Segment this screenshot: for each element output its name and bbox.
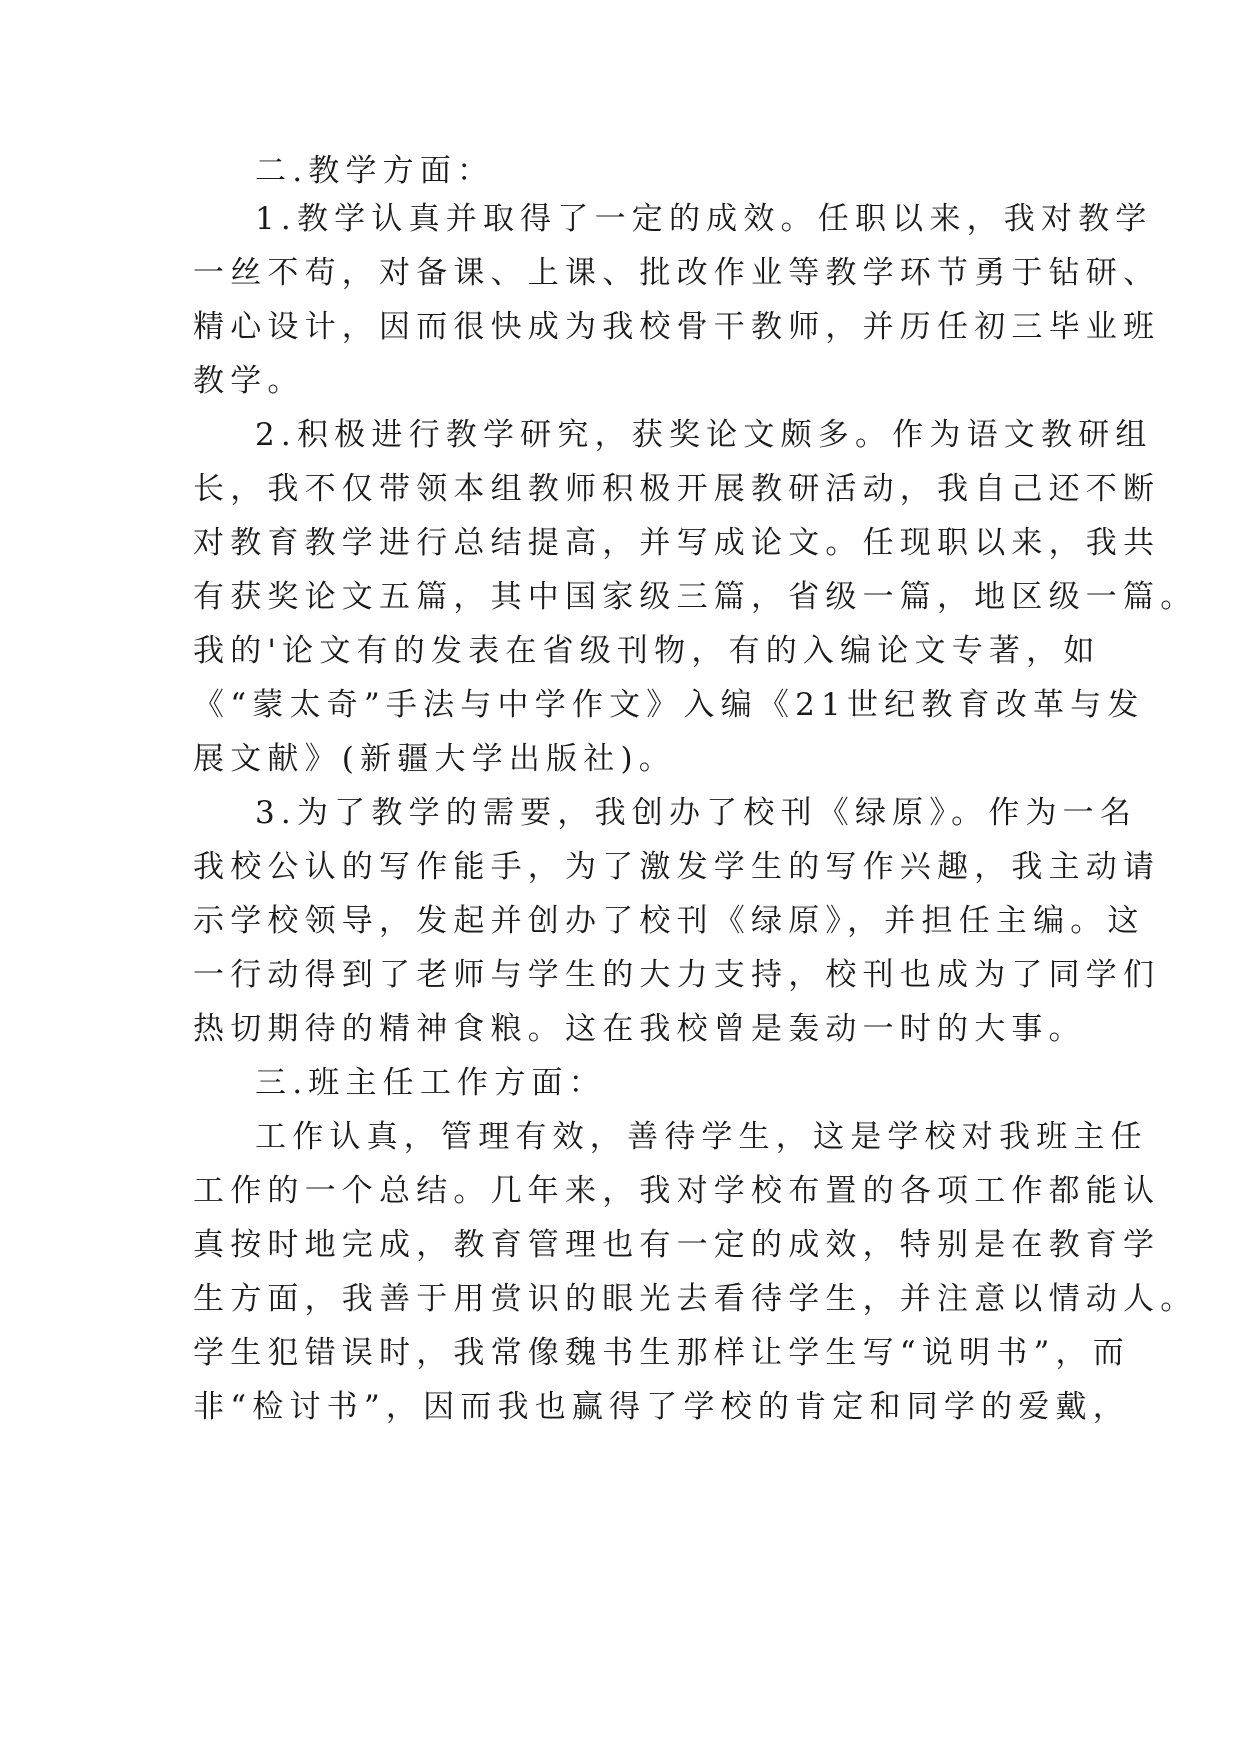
paragraph-line: 工作认真，管理有效，善待学生，这是学校对我班主任 <box>255 1119 1148 1155</box>
paragraph-line: 3.为了教学的需要，我创办了校刊《绿原》。作为一名 <box>255 795 1138 831</box>
paragraph-line: 示学校领导，发起并创办了校刊《绿原》，并担任主编。这 <box>193 903 1145 939</box>
section-heading-teaching: 二.教学方面： <box>255 153 495 189</box>
paragraph-line: 非“检讨书”，因而我也赢得了学校的肯定和同学的爱戴， <box>193 1389 1130 1425</box>
paragraph-line: 真按时地完成，教育管理也有一定的成效，特别是在教育学 <box>193 1227 1161 1263</box>
paragraph-line: 对教育教学进行总结提高，并写成论文。任现职以来，我共 <box>193 525 1161 561</box>
paragraph-line: 热切期待的精神食粮。这在我校曾是轰动一时的大事。 <box>193 1011 1086 1047</box>
paragraph-line: 学生犯错误时，我常像魏书生那样让学生写“说明书”，而 <box>193 1335 1130 1371</box>
paragraph-line: 《“蒙太奇”手法与中学作文》入编《21世纪教育改革与发 <box>193 687 1145 723</box>
paragraph-line: 2.积极进行教学研究，获奖论文颇多。作为语文教研组 <box>255 417 1153 453</box>
paragraph-line: 展文献》(新疆大学出版社)。 <box>193 741 676 777</box>
paragraph-line: 长，我不仅带领本组教师积极开展教研活动，我自己还不断 <box>193 471 1161 507</box>
paragraph-line: 一丝不苟，对备课、上课、批改作业等教学环节勇于钻研、 <box>193 255 1161 291</box>
paragraph-line: 教学。 <box>193 363 305 399</box>
paragraph-line: 工作的一个总结。几年来，我对学校布置的各项工作都能认 <box>193 1173 1161 1209</box>
paragraph-line: 有获奖论文五篇，其中国家级三篇，省级一篇，地区级一篇。 <box>193 579 1198 615</box>
paragraph-line: 生方面，我善于用赏识的眼光去看待学生，并注意以情动人。 <box>193 1281 1198 1317</box>
paragraph-line: 1.教学认真并取得了一定的成效。任职以来，我对教学 <box>255 201 1153 237</box>
section-heading-class-teacher: 三.班主任工作方面： <box>255 1065 606 1101</box>
paragraph-line: 我校公认的写作能手，为了激发学生的写作兴趣，我主动请 <box>193 849 1161 885</box>
paragraph-line: 精心设计，因而很快成为我校骨干教师，并历任初三毕业班 <box>193 309 1161 345</box>
paragraph-line: 一行动得到了老师与学生的大力支持，校刊也成为了同学们 <box>193 957 1161 993</box>
paragraph-line: 我的'论文有的发表在省级刊物，有的入编论文专著，如 <box>193 633 1101 669</box>
